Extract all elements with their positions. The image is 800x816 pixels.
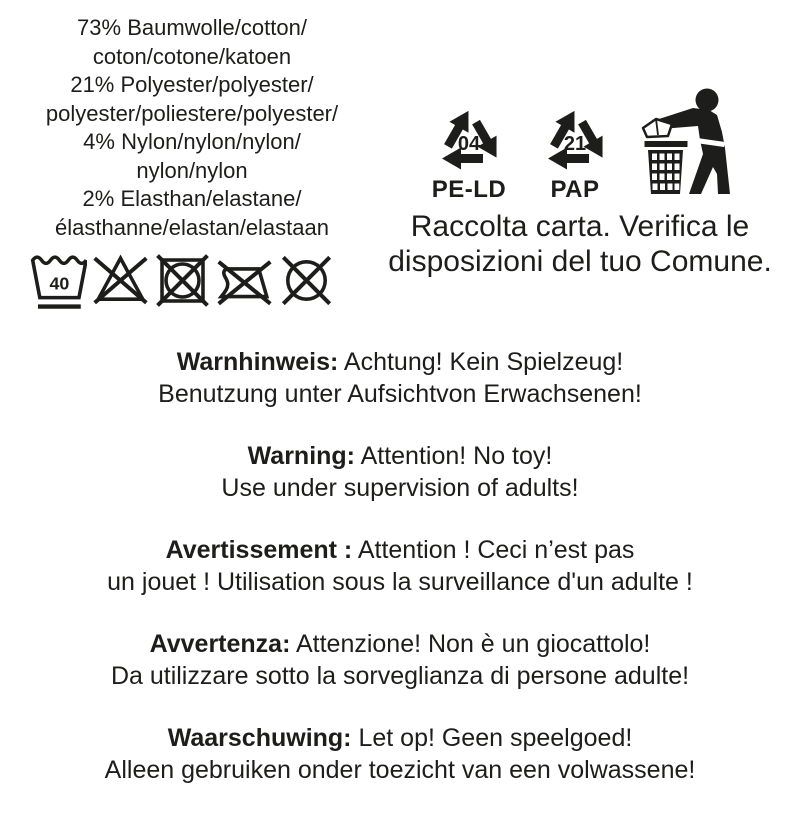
recycling-mobius-icon [531,98,619,178]
warnings-section [0,346,800,816]
warning-italian [0,628,800,692]
warning-english [0,440,800,504]
recycling-code-pap [531,98,619,202]
composition-line: polyester/poliestere/polyester/ [45,100,339,126]
do-not-bleach-icon [92,252,149,309]
warning-german [0,346,800,410]
recycling-row [425,82,737,202]
recycling-code-pe-ld [425,98,513,202]
warning-lead: Warning: [247,442,356,470]
composition-line: 21% Polyester/polyester/ [70,72,314,97]
do-not-tumble-dry-icon [154,252,211,309]
warning-text: Attenzione! Non è un giocattolo! [290,630,651,658]
recycling-material-label: PE-LD [431,176,507,203]
warning-lead: Avvertenza: [149,630,291,658]
warning-text: Alleen gebruiken onder toezicht van een volwassene! [104,756,696,784]
warning-lead: Warnhinweis: [176,348,339,376]
wash-40-mild-icon [30,252,87,313]
composition-line: 4% Nylon/nylon/nylon/ [83,129,301,154]
composition-line: élasthanne/elastan/elastaan [55,214,329,240]
do-not-iron-icon [216,252,273,309]
warning-dutch [0,722,800,786]
warning-text: Let op! Geen speelgoed! [351,724,633,752]
warning-text: Use under supervision of adults! [221,474,579,502]
recycling-number: 21 [563,133,587,155]
wash-temperature: 40 [49,273,70,294]
disposal-note-line: disposizioni del tuo Comune. [388,245,772,278]
fiber-composition [2,14,382,242]
composition-line: coton/cotone/katoen [92,43,292,69]
warning-text: Attention ! Ceci n’est pas [352,536,635,564]
recycling-number: 04 [457,133,481,155]
warning-text: un jouet ! Utilisation sous la surveillance d'un adulte ! [107,568,693,596]
disposal-note-line: Raccolta carta. Verifica le [410,210,750,243]
disposal-note [360,209,800,279]
recycling-mobius-icon [425,98,513,178]
composition-line: 2% Elasthan/elastane/ [82,186,302,211]
recycling-material-label: PAP [550,176,600,203]
composition-line: 73% Baumwolle/cotton/ [77,15,307,40]
warning-text: Attention! No toy! [355,442,553,470]
do-not-dry-clean-icon [278,252,335,309]
warning-lead: Avertissement : [165,536,353,564]
tidyman-icon [637,82,737,202]
warning-french [0,534,800,598]
composition-line: nylon/nylon [136,157,248,183]
care-symbols-row [30,252,335,313]
warning-text: Benutzung unter Aufsichtvon Erwachsenen! [158,380,642,408]
warning-text: Da utilizzare sotto la sorveglianza di persone adulte! [110,662,690,690]
warning-lead: Waarschuwing: [167,724,352,752]
warning-text: Achtung! Kein Spielzeug! [338,348,624,376]
